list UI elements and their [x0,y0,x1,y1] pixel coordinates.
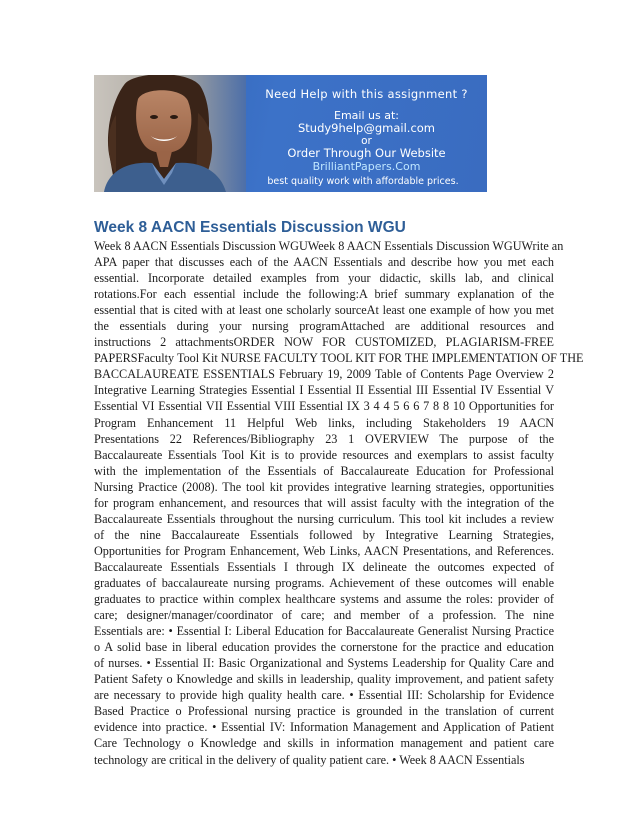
body-text-line: technology are critical in the delivery of quality patient care. • Week 8 AACN Essentials [94,752,525,767]
body-text-line: Essentials are: • Essential I: Liberal Education for Baccalaureate Generalist Nursing Practice [94,624,554,639]
banner-order-text: Order Through Our Website [287,146,446,160]
body-text-line: the essentials during your nursing programAttached are additional resources and [94,319,554,334]
body-text-line: Presentations 22 References/Bibliography 23 1 OVERVIEW The purpose of the [94,431,554,446]
body-text-line: Patient Safety o Knowledge and skills in leadership, quality improvement, and patient safety [94,672,554,687]
body-text-line: Care Technology o Knowledge and skills in information management and patient care [94,736,554,751]
body-text-line: evidence into practice. • Essential IV: Information Management and Application of Patient [94,720,554,735]
body-text-line: PAPERSFaculty Tool Kit NURSE FACULTY TOOL KIT FOR THE IMPLEMENTATION OF THE [94,351,584,366]
banner-email-address[interactable]: Study9help@gmail.com [297,121,436,135]
body-text-line: instructions 2 attachmentsORDER NOW FOR CUSTOMIZED, PLAGIARISM-FREE [94,335,554,350]
body-text-line: of nurses. • Essential II: Basic Organizational and Systems Leadership for Quality Care and [94,656,554,671]
body-text-line: with the implementation of the Essentials of Baccalaureate Education for Professional [94,463,554,478]
advertisement-banner[interactable] [94,75,487,192]
body-text-line: graduates to practice within complex healthcare systems and assume the roles: provider of [94,592,554,607]
banner-help-text: Need Help with this assignment ? [265,87,468,101]
banner-tagline: best quality work with affordable prices. [267,176,459,187]
body-text-line: Essential VI Essential VII Essential VIII Essential IX 3 4 4 5 6 6 7 8 8 10 Opportunities for [94,399,554,414]
banner-or-text: or [361,135,372,147]
body-text-line: essential. Incorporate detailed examples from your didactic, skills lab, and clinical [94,271,554,286]
banner-website-link[interactable]: BrilliantPapers.Com [312,160,421,173]
banner-email-label: Email us at: [334,109,399,122]
body-text-line: Baccalaureate Essentials Essentials I through IX delineate the outcomes expected of [94,559,554,574]
body-text-line: o A solid base in liberal education provides the cornerstone for the practice and education [94,640,554,655]
document-body [94,238,584,768]
banner-text-panel [246,75,487,192]
body-text-line: for program enhancement, and resources that will assist faculty with the integration of the [94,495,554,510]
body-text-line: Program Enhancement 11 Helpful Web links, including Stakeholders 19 AACN [94,415,554,430]
body-text-line: Nursing Practice (2008). The tool kit provides integrative learning strategies, opportunities [94,479,554,494]
woman-photo [94,75,246,192]
body-text-line: Based Practice o Professional nursing practice is grounded in the translation of current [94,704,554,719]
body-text-line: are necessary to provide high quality health care. • Essential III: Scholarship for Evidence [94,688,554,703]
body-text-line: APA paper that discusses each of the AACN Essentials and describe how you met each [94,255,554,270]
document-title: Week 8 AACN Essentials Discussion WGU [94,219,406,236]
body-text-line: Integrative Learning Strategies Essential I Essential II Essential III Essential IV Essential V [94,383,554,398]
body-text-line: care; designer/manager/coordinator of care; and member of a profession. The nine [94,608,554,623]
body-text-line: Baccalaureate Essentials throughout the nursing curriculum. This tool kit includes a review [94,511,554,526]
body-text-line: Week 8 AACN Essentials Discussion WGUWeek 8 AACN Essentials Discussion WGUWrite an [94,239,564,253]
body-text-line: rotations.For each essential include the following:A brief summary explanation of the [94,287,554,302]
body-text-line: BACCALAUREATE ESSENTIALS February 19, 2009 Table of Contents Page Overview 2 [94,367,554,382]
body-text-line: of the nine Baccalaureate Essentials followed by Integrative Learning Strategies, [94,527,554,542]
body-text-line: Baccalaureate Essentials Tool Kit is to provide resources and exemplars to assist faculty [94,447,554,462]
body-text-line: graduates of baccalaureate nursing programs. Achievement of these outcomes will enable [94,575,554,590]
body-text-line: Opportunities for Program Enhancement, Web Links, AACN Presentations, and References. [94,543,554,558]
body-text-line: essential that is cited with at least one scholarly sourceAt least one example of how you met [94,303,554,318]
